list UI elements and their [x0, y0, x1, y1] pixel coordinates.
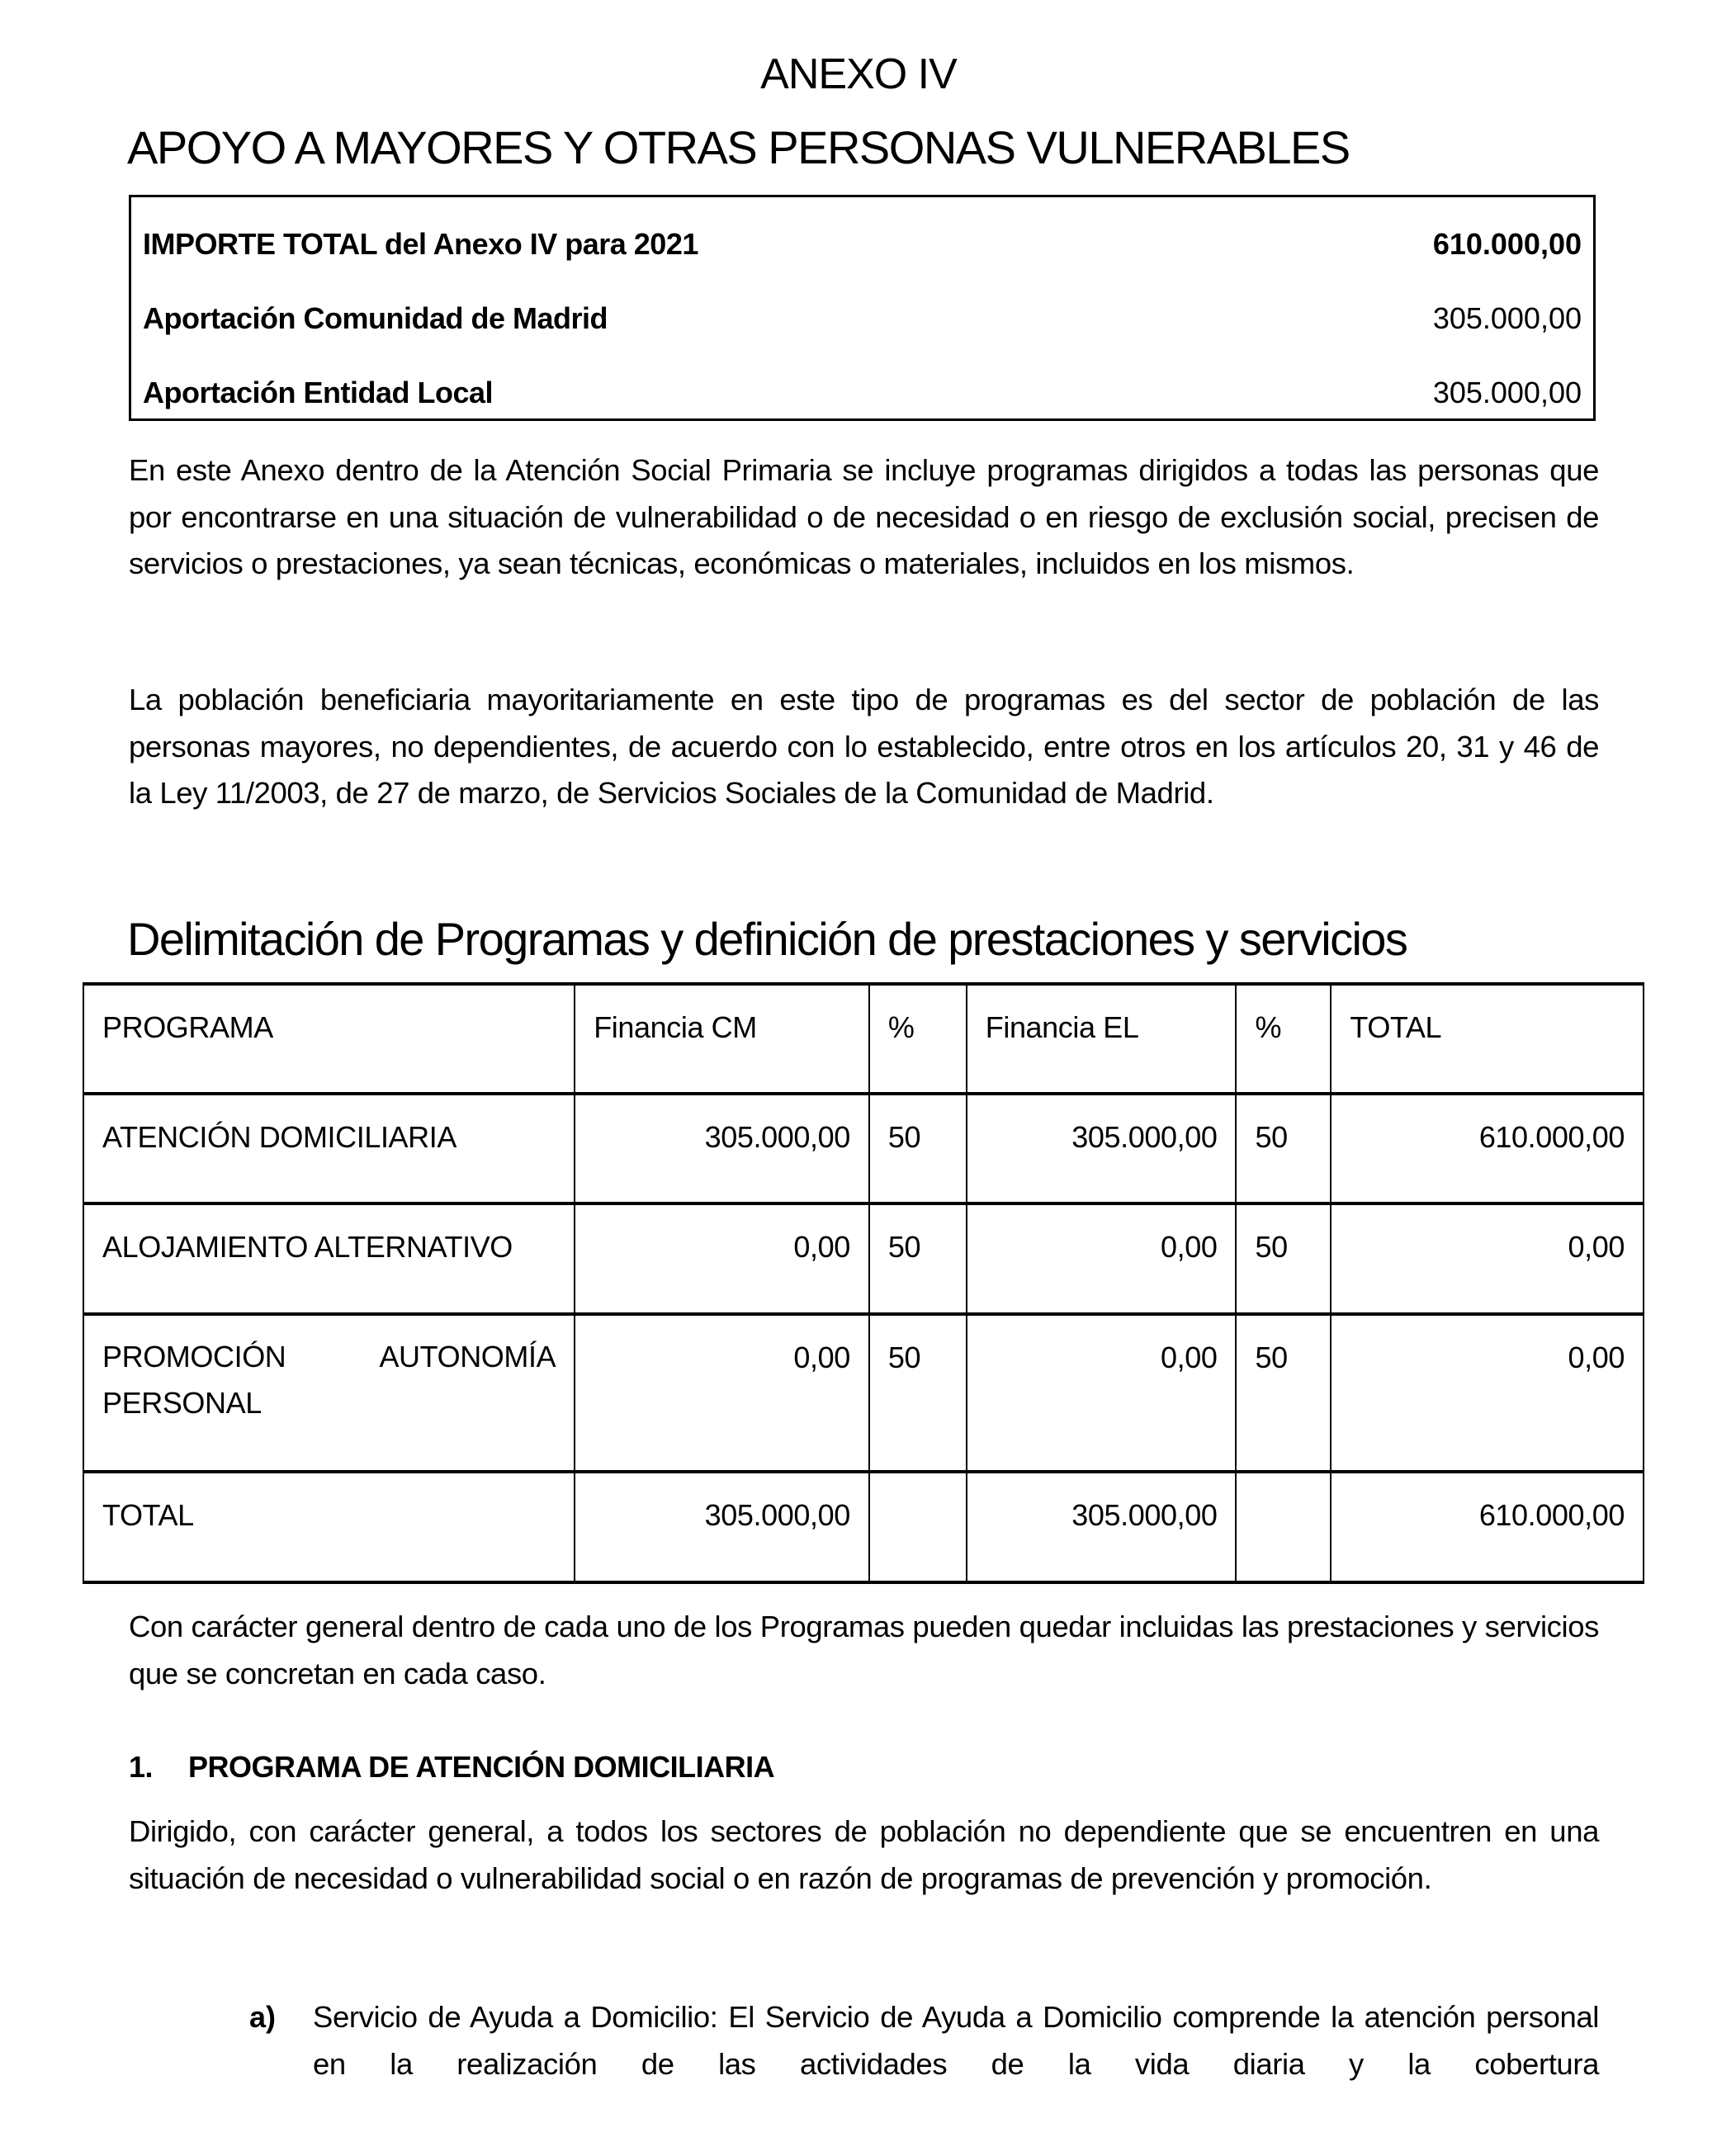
- summary-row-cm: [143, 298, 1582, 339]
- annex-title: ANEXO IV: [760, 50, 957, 98]
- program1-heading: [129, 1747, 774, 1788]
- funding-summary-box: [129, 195, 1596, 421]
- header-cell: %: [869, 984, 967, 1094]
- cm-percent-cell: 50: [869, 1094, 967, 1203]
- summary-value: 305.000,00: [1432, 301, 1582, 335]
- summary-row-el: [143, 372, 1582, 414]
- table-row: [83, 1203, 1644, 1314]
- summary-value: 610.000,00: [1432, 227, 1582, 261]
- el-amount-cell: 0,00: [967, 1203, 1237, 1314]
- program1-title: PROGRAMA DE ATENCIÓN DOMICILIARIA: [188, 1750, 775, 1784]
- program-name-cell: ATENCIÓN DOMICILIARIA: [83, 1094, 575, 1203]
- cm-amount-cell: 0,00: [575, 1203, 869, 1314]
- summary-value: 305.000,00: [1432, 376, 1582, 409]
- cm-percent-cell: [869, 1472, 967, 1582]
- item-a-label: a): [249, 2000, 277, 2034]
- population-paragraph: La población beneficiaria mayoritariamente en este tipo de programas es del sector de población de las personas mayores, no dependientes, de acuerdo con lo establecido, entre otros en los artículos 20, 31 y 46 de la Ley 11/2003, de 27 de marzo, de Servicios Sociales de la Comunidad de Madrid.: [129, 683, 1599, 810]
- total-amount-cell: 610.000,00: [1331, 1094, 1644, 1203]
- section-title: APOYO A MAYORES Y OTRAS PERSONAS VULNERABLES: [127, 121, 1350, 173]
- programs-heading: Delimitación de Programas y definición de prestaciones y servicios: [127, 913, 1407, 965]
- program-name-cell: TOTAL: [83, 1472, 575, 1582]
- total-amount-cell: 0,00: [1331, 1203, 1644, 1314]
- table-row: [83, 1314, 1644, 1472]
- el-percent-cell: 50: [1236, 1314, 1331, 1472]
- program1-description: Dirigido, con carácter general, a todos los sectores de población no dependiente que se encuentren en una situación de necesidad o vulnerabilidad social o en razón de programas de prevención y promoción.: [129, 1814, 1599, 1895]
- table-total-row: [83, 1472, 1644, 1582]
- table-row: [83, 1094, 1644, 1203]
- cm-amount-cell: 305.000,00: [575, 1094, 869, 1203]
- summary-label: Aportación Entidad Local: [143, 376, 494, 409]
- total-amount-cell: 610.000,00: [1331, 1472, 1644, 1582]
- cm-percent-cell: 50: [869, 1314, 967, 1472]
- summary-row-total: [143, 224, 1582, 265]
- program-name-cell: PROMOCIÓN AUTONOMÍA PERSONAL: [83, 1314, 575, 1472]
- table-header-row: [83, 984, 1644, 1094]
- summary-label: Aportación Comunidad de Madrid: [143, 301, 608, 335]
- general-paragraph: Con carácter general dentro de cada uno de los Programas pueden quedar incluidas las prestaciones y servicios que se concretan en cada caso.: [129, 1610, 1599, 1690]
- el-amount-cell: 305.000,00: [967, 1472, 1237, 1582]
- total-amount-cell: 0,00: [1331, 1314, 1644, 1472]
- header-cell: TOTAL: [1331, 984, 1644, 1094]
- programs-table: [83, 982, 1644, 1584]
- header-cell: Financia CM: [575, 984, 869, 1094]
- cm-percent-cell: 50: [869, 1203, 967, 1314]
- intro-paragraph: En este Anexo dentro de la Atención Social Primaria se incluye programas dirigidos a todas las personas que por encontrarse en una situación de vulnerabilidad o de necesidad o en riesgo de exclusión social, precisen de servicios o prestaciones, ya sean técnicas, económicas o materiales, incluidos en los mismos.: [129, 453, 1599, 580]
- el-percent-cell: 50: [1236, 1094, 1331, 1203]
- summary-label: IMPORTE TOTAL del Anexo IV para 2021: [143, 227, 698, 261]
- header-cell: PROGRAMA: [83, 984, 575, 1094]
- header-cell: Financia EL: [967, 984, 1237, 1094]
- el-percent-cell: [1236, 1472, 1331, 1582]
- cm-amount-cell: 305.000,00: [575, 1472, 869, 1582]
- header-cell: %: [1236, 984, 1331, 1094]
- el-amount-cell: 305.000,00: [967, 1094, 1237, 1203]
- program-name-cell: ALOJAMIENTO ALTERNATIVO: [83, 1203, 575, 1314]
- item-a-text: Servicio de Ayuda a Domicilio: El Servicio de Ayuda a Domicilio comprende la atención personal en la realización de las actividades de la vida diaria y la cobertura: [313, 2000, 1599, 2081]
- el-amount-cell: 0,00: [967, 1314, 1237, 1472]
- program1-number: 1.: [129, 1750, 154, 1784]
- cm-amount-cell: 0,00: [575, 1314, 869, 1472]
- el-percent-cell: 50: [1236, 1203, 1331, 1314]
